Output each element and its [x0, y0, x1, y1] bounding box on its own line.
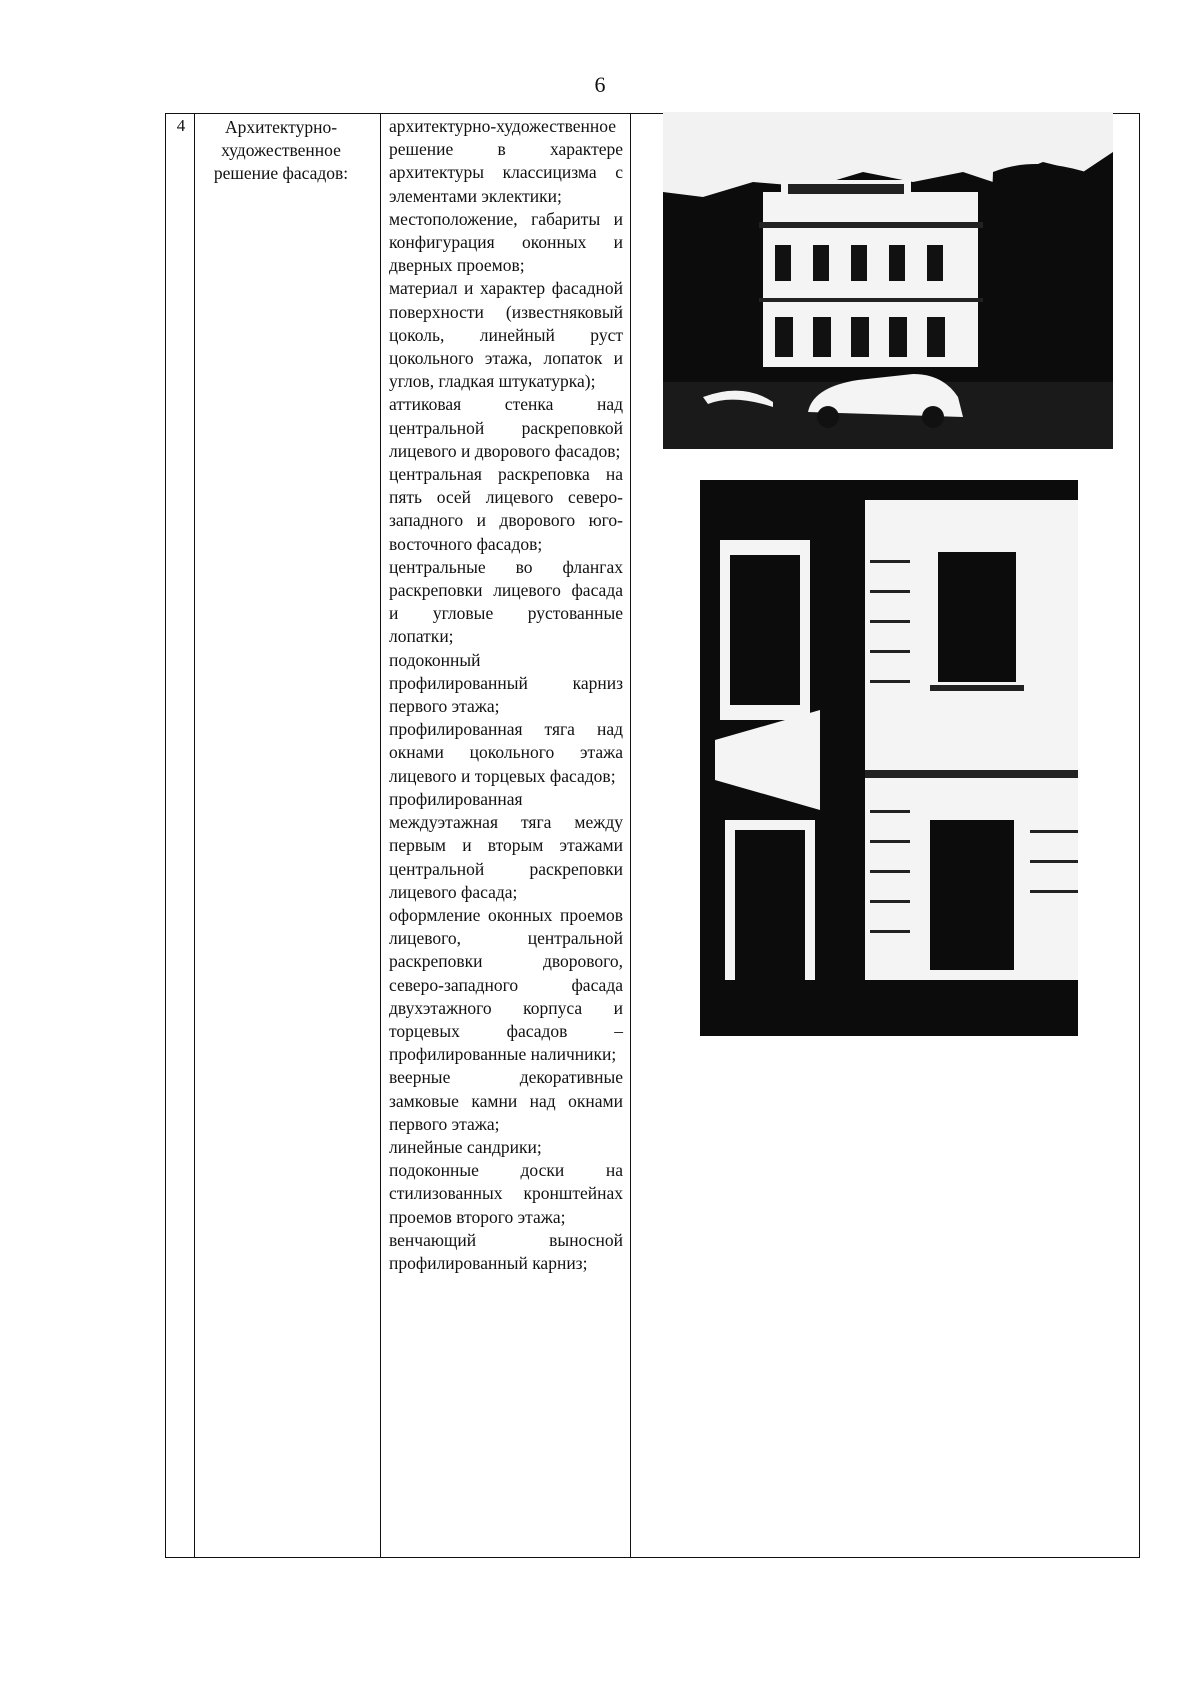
list-item: линейные сандрики; — [389, 1136, 542, 1157]
list-item: аттиковая стенка над центральной раскреповкой лицевого и дворового фасадов; — [389, 394, 623, 461]
column-divider — [630, 114, 631, 1557]
list-item: веерные декоративные замковые камни над окнами первого этажа; — [389, 1067, 623, 1134]
facade-photo-drawing — [663, 112, 1113, 449]
table-row — [165, 113, 1140, 1558]
column-divider — [380, 114, 381, 1557]
feature-list — [389, 115, 623, 1275]
list-item: центральные во флангах раскреповки лицевого фасада и угловые рустованные лопатки; — [389, 556, 623, 647]
facade-detail-photo-drawing — [700, 480, 1078, 1036]
list-item: местоположение, габариты и конфигурация оконных и дверных проемов; — [389, 208, 623, 276]
list-item: профилированная тяга над окнами цокольного этажа лицевого и торцевых фасадов; — [389, 719, 623, 786]
facade-detail-photo — [700, 480, 1078, 1036]
list-item: оформление оконных проемов лицевого, центральной раскреповки дворового, северо-западного фасада двухэтажного корпуса и торцевых фасадов – профилированные наличники; — [389, 904, 623, 1065]
row-label: Архитектурно-художественное решение фасадов: — [213, 117, 349, 184]
list-item: профилированная междуэтажная тяга между первым и вторым этажами центральной раскреповки лицевого фасада; — [389, 788, 623, 902]
page-number: 6 — [594, 72, 606, 97]
list-item: подоконный профилированный карниз первого этажа; — [389, 649, 623, 717]
list-item: подоконные доски на стилизованных кронштейнах проемов второго этажа; — [389, 1160, 623, 1227]
list-item: венчающий выносной профилированный карниз; — [389, 1229, 623, 1273]
row-number: 4 — [176, 116, 186, 135]
list-item: центральная раскреповка на пять осей лицевого северо-западного и дворового юго-восточного фасадов; — [389, 464, 623, 554]
column-divider — [194, 114, 195, 1557]
facade-photo — [663, 112, 1113, 449]
list-item: архитектурно-художественное решение в характере архитектуры классицизма с элементами эклектики; — [389, 116, 623, 206]
list-item: материал и характер фасадной поверхности (известняковый цоколь, линейный руст цокольного этажа, лопаток и углов, гладкая штукатурка); — [389, 278, 623, 392]
